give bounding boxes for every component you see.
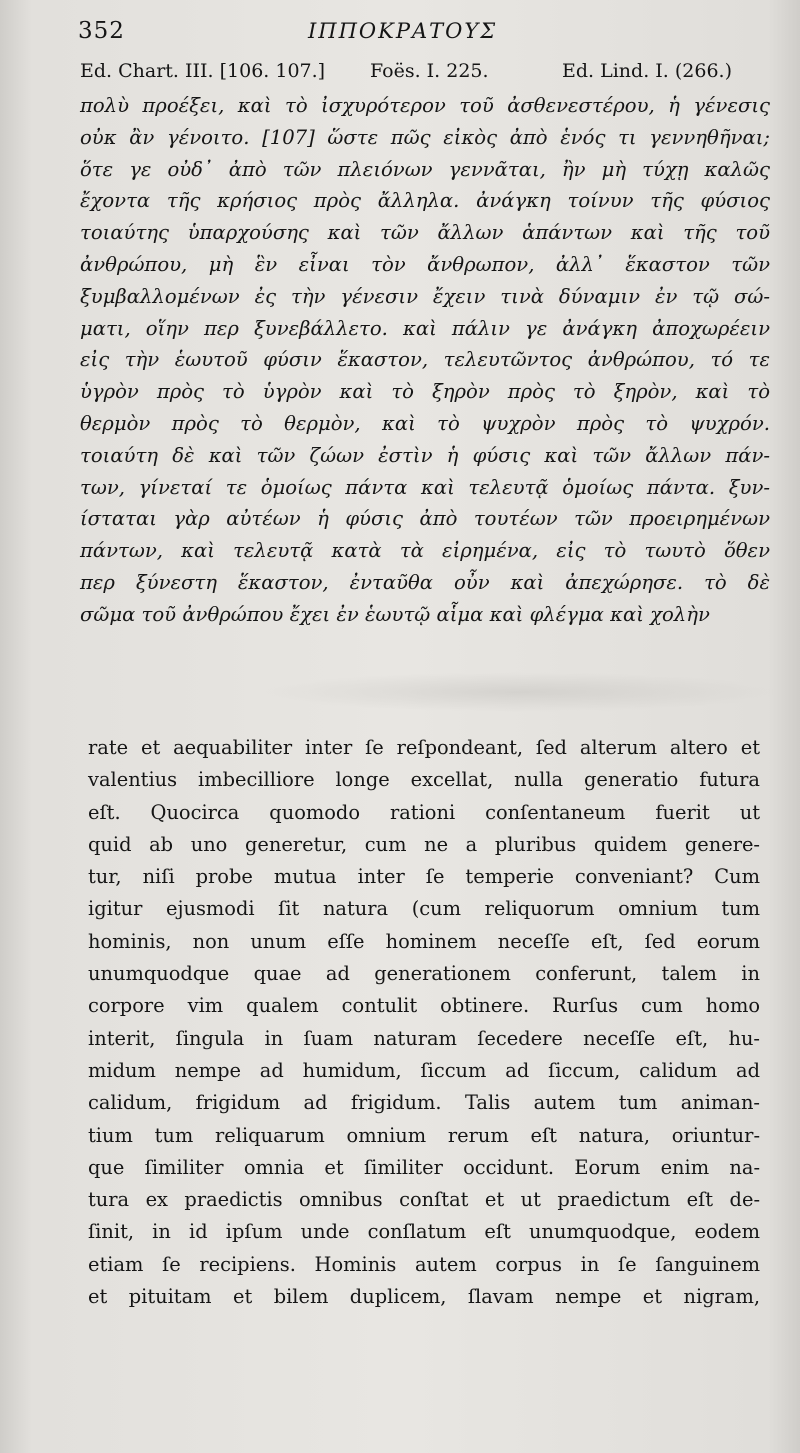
latin-text-line: interit, ſingula in ſuam naturam ſecedere neceſſe eſt, hu- <box>88 1026 760 1050</box>
latin-text-line: et pituitam et bilem duplicem, ſlavam nempe et nigram, <box>88 1285 760 1309</box>
greek-text-line: των, γίνεταί τε ὁμοίως πάντα καὶ τελευτᾷ ὁμοίως πάντα. ξυν- <box>80 475 770 499</box>
edition-references <box>80 60 770 90</box>
greek-text-line: σῶμα τοῦ ἀνθρώπου ἔχει ἐν ἑωυτῷ αἷμα καὶ φλέγμα καὶ χολὴν <box>80 602 710 626</box>
latin-text-line: unumquodque quae ad generationem conferunt, talem in <box>88 962 760 986</box>
edition-linden: Ed. Lind. I. (266.) <box>562 60 732 82</box>
latin-text-line: calidum, frigidum ad frigidum. Talis autem tum animan- <box>88 1091 760 1115</box>
latin-text-block <box>88 732 760 1313</box>
greek-text-line: περ ξύνεστη ἕκαστον, ἐνταῦθα οὖν καὶ ἀπεχώρησε. τὸ δὲ <box>80 570 770 594</box>
greek-text-line: οὐκ ἂν γένοιτο. [107] ὥστε πῶς εἰκὸς ἀπὸ ἑνός τι γεννηθῆναι; <box>80 125 770 149</box>
greek-text-line: ὅτε γε οὐδ᾽ ἀπὸ τῶν πλειόνων γεννᾶται, ἢν μὴ τύχῃ καλῶς <box>80 157 770 181</box>
greek-text-block <box>80 90 770 631</box>
greek-text-line: εἰς τὴν ἑωυτοῦ φύσιν ἕκαστον, τελευτῶντος ἀνθρώπου, τό τε <box>80 348 770 372</box>
latin-text-line: eſt. Quocirca quomodo rationi conſentaneum fuerit ut <box>88 800 760 824</box>
latin-text-line: etiam ſe recipiens. Hominis autem corpus in ſe ſanguinem <box>88 1252 760 1276</box>
greek-text-line: πολὺ προέξει, καὶ τὸ ἰσχυρότερον τοῦ ἀσθενεστέρου, ἡ γένεσις <box>80 94 770 117</box>
greek-text-line: ίσταται γὰρ αὐτέων ἡ φύσις ἀπὸ τουτέων τῶν προειρημένων <box>80 507 770 531</box>
greek-text-line: ματι, οἵην περ ξυνεβάλλετο. καὶ πάλιν γε ἀνάγκη ἀποχωρέειν <box>80 316 770 340</box>
greek-text-line: ἀνθρώπου, μὴ ἓν εἶναι τὸν ἄνθρωπον, ἀλλ᾽ ἕκαστον τῶν <box>80 252 770 276</box>
greek-text-line: θερμὸν πρὸς τὸ θερμὸν, καὶ τὸ ψυχρὸν πρὸς τὸ ψυχρόν. <box>80 411 770 435</box>
running-title: ΙΠΠΟΚΡΑΤΟΥΣ <box>308 19 498 43</box>
latin-text-line: corpore vim qualem contulit obtinere. Rurſus cum homo <box>88 994 760 1018</box>
latin-text-line: midum nempe ad humidum, ſiccum ad ſiccum, calidum ad <box>88 1058 760 1082</box>
latin-text-line: rate et aequabiliter inter ſe reſpondeant, ſed alterum altero et <box>88 736 760 759</box>
bleed-through-smudge <box>260 672 780 712</box>
page-header <box>78 18 768 54</box>
greek-text-line: πάντων, καὶ τελευτᾷ κατὰ τὰ εἰρημένα, εἰς τὸ τωυτὸ ὅθεν <box>80 539 770 563</box>
latin-text-line: quid ab uno generetur, cum ne a pluribus quidem genere- <box>88 832 760 856</box>
latin-text-line: igitur ejusmodi ſit natura (cum reliquorum omnium tum <box>88 897 760 921</box>
page-number: 352 <box>78 18 125 44</box>
greek-text-line: τοιαύτη δὲ καὶ τῶν ζώων ἐστὶν ἡ φύσις καὶ τῶν ἄλλων πάν- <box>80 443 770 467</box>
greek-text-line: ξυμβαλλομένων ἐς τὴν γένεσιν ἔχειν τινὰ δύναμιν ἐν τῷ σώ- <box>80 284 770 308</box>
greek-text-line: ὑγρὸν πρὸς τὸ ὑγρὸν καὶ τὸ ξηρὸν πρὸς τὸ ξηρὸν, καὶ τὸ <box>80 380 770 404</box>
latin-text-line: tium tum reliquarum omnium rerum eſt natura, oriuntur- <box>88 1123 760 1147</box>
greek-text-line: τοιαύτης ὑπαρχούσης καὶ τῶν ἄλλων ἁπάντων καὶ τῆς τοῦ <box>80 221 770 245</box>
latin-text-line: que ſimiliter omnia et ſimiliter occidunt. Eorum enim na- <box>88 1155 760 1179</box>
latin-text-line: valentius imbecilliore longe excellat, nulla generatio futura <box>88 768 760 792</box>
greek-text-line: ἔχοντα τῆς κρήσιος πρὸς ἄλληλα. ἀνάγκη τοίνυν τῆς φύσιος <box>80 189 770 213</box>
latin-text-line: hominis, non unum eſſe hominem neceſſe eſt, ſed eorum <box>88 929 760 953</box>
edition-foes: Foës. I. 225. <box>370 60 489 82</box>
latin-text-line: ſinit, in id ipſum unde conſlatum eſt unumquodque, eodem <box>88 1220 760 1244</box>
edition-chartier: Ed. Chart. III. [106. 107.] <box>80 60 326 82</box>
latin-text-line: tur, niſi probe mutua inter ſe temperie conveniant? Cum <box>88 865 760 889</box>
latin-text-line: tura ex praedictis omnibus conſtat et ut praedictum eſt de- <box>88 1188 760 1212</box>
